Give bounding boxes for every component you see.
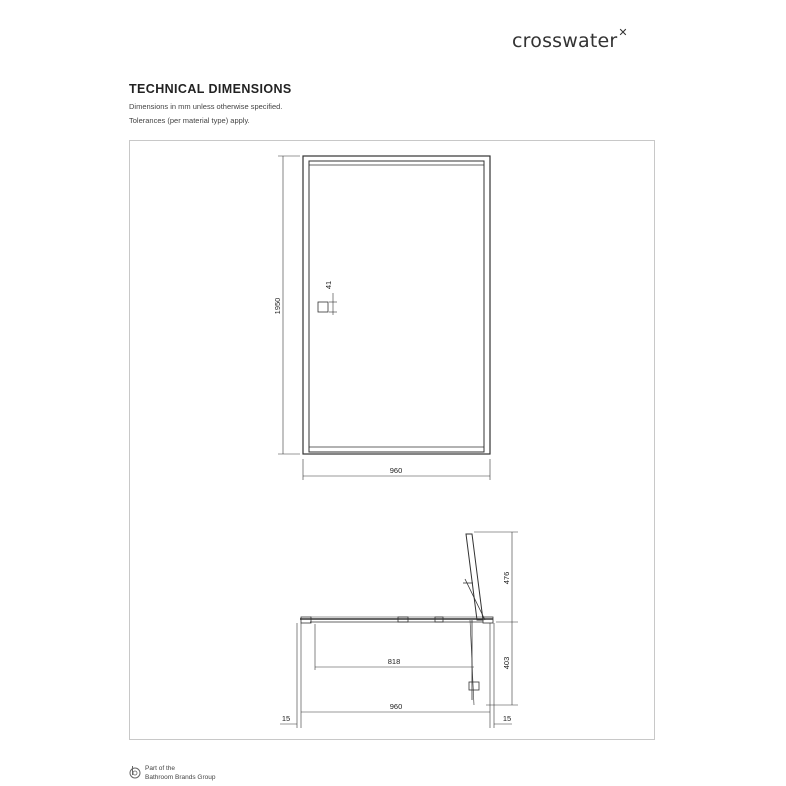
front-width-label: 960 [389,466,403,475]
page-title: TECHNICAL DIMENSIONS [129,82,292,96]
left-offset-label: 15 [281,714,291,723]
handle-dimension-label: 41 [324,280,333,290]
footer-line-2: Bathroom Brands Group [145,774,216,781]
logo-mark-icon: ✕ [618,26,628,39]
right-offset-label: 15 [502,714,512,723]
logo-text: crosswater [512,30,618,52]
plan-width-label: 960 [389,702,403,711]
door-height-label: 476 [502,571,511,585]
plan-view-tray [300,617,493,623]
bathroom-brands-b-icon [129,765,141,779]
front-height-label: 1950 [273,297,282,315]
front-view-panel [303,156,490,454]
depth-label: 403 [502,656,511,670]
opening-label: 818 [387,657,401,666]
subtitle-line-1: Dimensions in mm unless otherwise specified. [129,102,283,111]
footer-line-1: Part of the [145,765,175,772]
subtitle-line-2: Tolerances (per material type) apply. [129,116,250,125]
